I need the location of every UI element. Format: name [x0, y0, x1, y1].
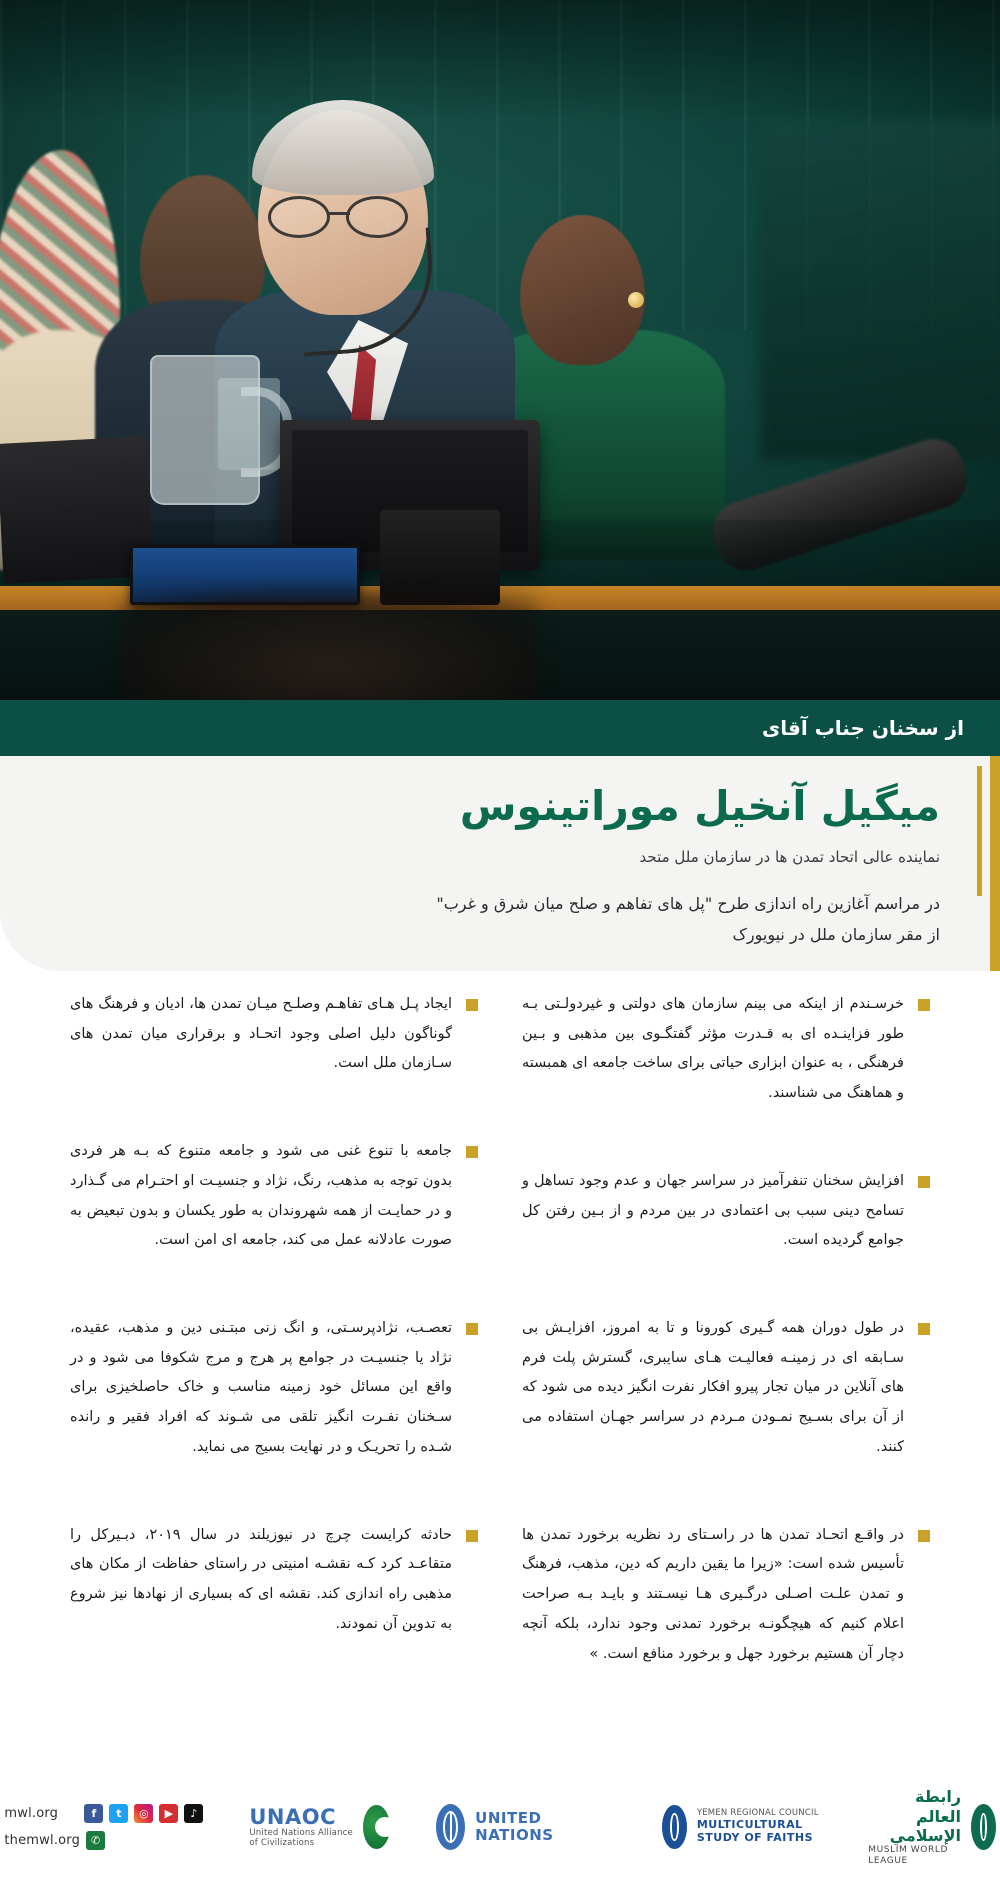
gold-accent-bar-secondary: [977, 766, 982, 896]
logo-muslim-world-league: [868, 1787, 995, 1866]
bullet-square-icon: [918, 1323, 930, 1335]
twitter-icon[interactable]: t: [109, 1804, 128, 1823]
photo-top-shadow: [0, 0, 1000, 120]
bullet-square-icon: [918, 1530, 930, 1542]
logo-unaoc-subtitle: United Nations Alliance of Civilizations: [249, 1828, 353, 1849]
whatsapp-icon[interactable]: ✆: [86, 1831, 105, 1850]
point-text: تعصـب، نژادپرسـتی، و انگ زنی مبتـنی دین و مذهب، عقیده، نژاد یا جنسیـت در جوامع پر هرج و مرج شکوفا می شود و در واقع این مسائل خود زمینه مناسب و خاک حاصلخیزی برای سـخنان نفـرت انگیز تلقی می شـوند که افراد فقیر و رانده شـده را تحریـک و در نهایت بسیج می نماید.: [70, 1320, 452, 1455]
youtube-icon[interactable]: ▶: [159, 1804, 178, 1823]
point-text: در واقـع اتحـاد تمدن ها در راسـتای رد نظریه برخورد تمدن ها تأسیس شده است: «زیرا ما یقین داریم که دین، مذهب، فرهنگ و تمدن علـت اصـلی درگـیری هـا نیسـتند و بایـد بـه صراحت اعلام کنیم که هیچگونـه برخورد تمدنی وجود ندارد، بلکه آنچه دچار آن هستیم برخورد جهل و برخورد منافع است. »: [522, 1526, 904, 1662]
tiktok-icon[interactable]: ♪: [184, 1804, 203, 1823]
bullet-square-icon: [466, 1323, 478, 1335]
social-row-secondary: [4, 1831, 105, 1850]
logo-mwl-title: MUSLIM WORLD LEAGUE: [868, 1844, 948, 1866]
mcsf-emblem-icon: [662, 1805, 686, 1849]
logo-mcsf-caption: [697, 1809, 822, 1844]
bullet-square-icon: [466, 1146, 478, 1158]
logo-unaoc-caption: [249, 1805, 353, 1849]
logo-united-nations: [436, 1804, 570, 1850]
quote-banner: [0, 700, 1000, 756]
point-text: افزایش سخنان تنفرآمیز در سراسر جهان و عدم وجود تساهل و تسامح دینی سبب بی اعتمادی در بین مردم و از بـین رفتن کل جوامع گردیده است.: [522, 1172, 904, 1249]
speaker-context-line-1: در مراسم آغازین راه اندازی طرح "پل های تفاهم و صلح میان شرق و غرب": [436, 894, 940, 914]
eyeglass-bridge: [328, 212, 350, 215]
speaker-header-card: [0, 756, 1000, 971]
logo-mcsf-title: MULTICULTURAL STUDY OF FAITHS: [696, 1818, 814, 1844]
speaker-header-inner: [0, 756, 1000, 950]
points-column-left: [522, 990, 930, 1669]
gold-accent-bar: [990, 756, 1000, 971]
bullet-square-icon: [918, 999, 930, 1011]
footer-logos: [0, 1762, 1000, 1892]
list-item: [70, 990, 478, 1079]
mwl-emblem-icon: [971, 1804, 996, 1850]
speaker-name: میگیل آنخیل موراتینوس: [459, 782, 940, 830]
list-item: [70, 1137, 478, 1256]
logo-unaoc-title: UNAOC: [249, 1805, 337, 1830]
logo-mcsf: [662, 1805, 822, 1849]
bullet-square-icon: [918, 1176, 930, 1188]
quote-banner-label: از سخنان جناب آقای: [761, 716, 964, 740]
bullet-square-icon: [466, 1530, 478, 1542]
point-text: جامعه با تنوع غنی می شود و جامعه متنوع که بـه هر فردی بدون توجه به مذهب، رنگ، نژاد و جنسیـت او احتـرام می گـذارد و در حمایـت از همه شهروندان به طور یکسان و بدون تبعیض به صورت عادلانه عمل می کند، جامعه ای امن است.: [70, 1143, 452, 1249]
bullet-square-icon: [466, 999, 478, 1011]
quote-points-area: [0, 990, 1000, 1669]
logo-un-title: UNITED NATIONS: [475, 1808, 554, 1844]
social-handle-mwl: mwl.org: [4, 1806, 59, 1821]
social-row-primary: [4, 1804, 203, 1823]
point-text: حادثه کرایست چرچ در نیوزیلند در سال ۲۰۱۹، دبـیرکل را متقاعـد کرد کـه نقشـه امنیتی در راستای حفاظت از مکان های مذهبی راه اندازی کند. نقشه ای که بسیاری از نهادها نیز شروع به تدوین آن نمودند.: [70, 1526, 452, 1632]
list-item: [70, 1314, 478, 1463]
instagram-icon[interactable]: ◎: [134, 1804, 153, 1823]
earring: [628, 292, 644, 308]
headset-microphone-icon: [300, 232, 430, 352]
facebook-icon[interactable]: f: [84, 1804, 103, 1823]
foreground-blur: [120, 590, 540, 700]
list-item: [522, 1167, 930, 1256]
drinking-glass: [218, 378, 280, 470]
background-attendee: [760, 120, 1000, 460]
speaker-context-line-2: از مقر سازمان ملل در نیویورک: [732, 924, 940, 944]
list-item: [522, 1521, 930, 1670]
un-emblem-icon: [436, 1804, 465, 1850]
logo-mwl-caption: [868, 1787, 961, 1866]
point-text: در طول دوران همه گـیری کورونا و تا به امروز، افزایـش بی سـابقه ای در زمینـه فعالیـت هـای سایبری، گسترش پلت فرم های آنلاین در میان تجار پیرو افکار نفرت انگیز دیده می شود که از آن برای بسـیج نمـودن مـردم در سراسر جهـان استفاده می کنند.: [522, 1320, 904, 1455]
list-item: [522, 1314, 930, 1463]
unaoc-emblem-icon: [363, 1805, 390, 1849]
list-item: [522, 990, 930, 1109]
logo-un-caption: [475, 1810, 570, 1845]
social-links: [4, 1804, 203, 1850]
social-handle-themwl: themwl.org: [4, 1833, 81, 1848]
list-item: [70, 1521, 478, 1640]
header-photo: [0, 0, 1000, 700]
logo-mwl-arabic: رابطة العالم الإسلامي: [889, 1787, 962, 1845]
points-column-right: [70, 990, 478, 1669]
speaker-role: نماینده عالی اتحاد تمدن ها در سازمان ملل متحد: [639, 848, 940, 867]
logo-mcsf-subtitle: YEMEN REGIONAL COUNCIL: [696, 1808, 819, 1819]
point-text: خرسـندم از اینکه می بینم سازمان های دولتی و غیردولـتی بـه طور فزاینـده ای به قـدرت مؤثر گفتگـوی بین مذهبی و بـین فرهنگی ، به عنوان ابزاری حیاتی برای ساخت جامعه ای همبسته و هماهنگ می شناسند.: [522, 996, 904, 1102]
point-text: ایجاد پـل هـای تفاهـم وصلـح میـان تمدن ها، ادیان و فرهنگ های گوناگون دلیل اصلی وجود اتحـاد و برقراری میان تمدن های سـازمان ملل است.: [70, 996, 452, 1072]
logo-unaoc: [249, 1805, 390, 1849]
